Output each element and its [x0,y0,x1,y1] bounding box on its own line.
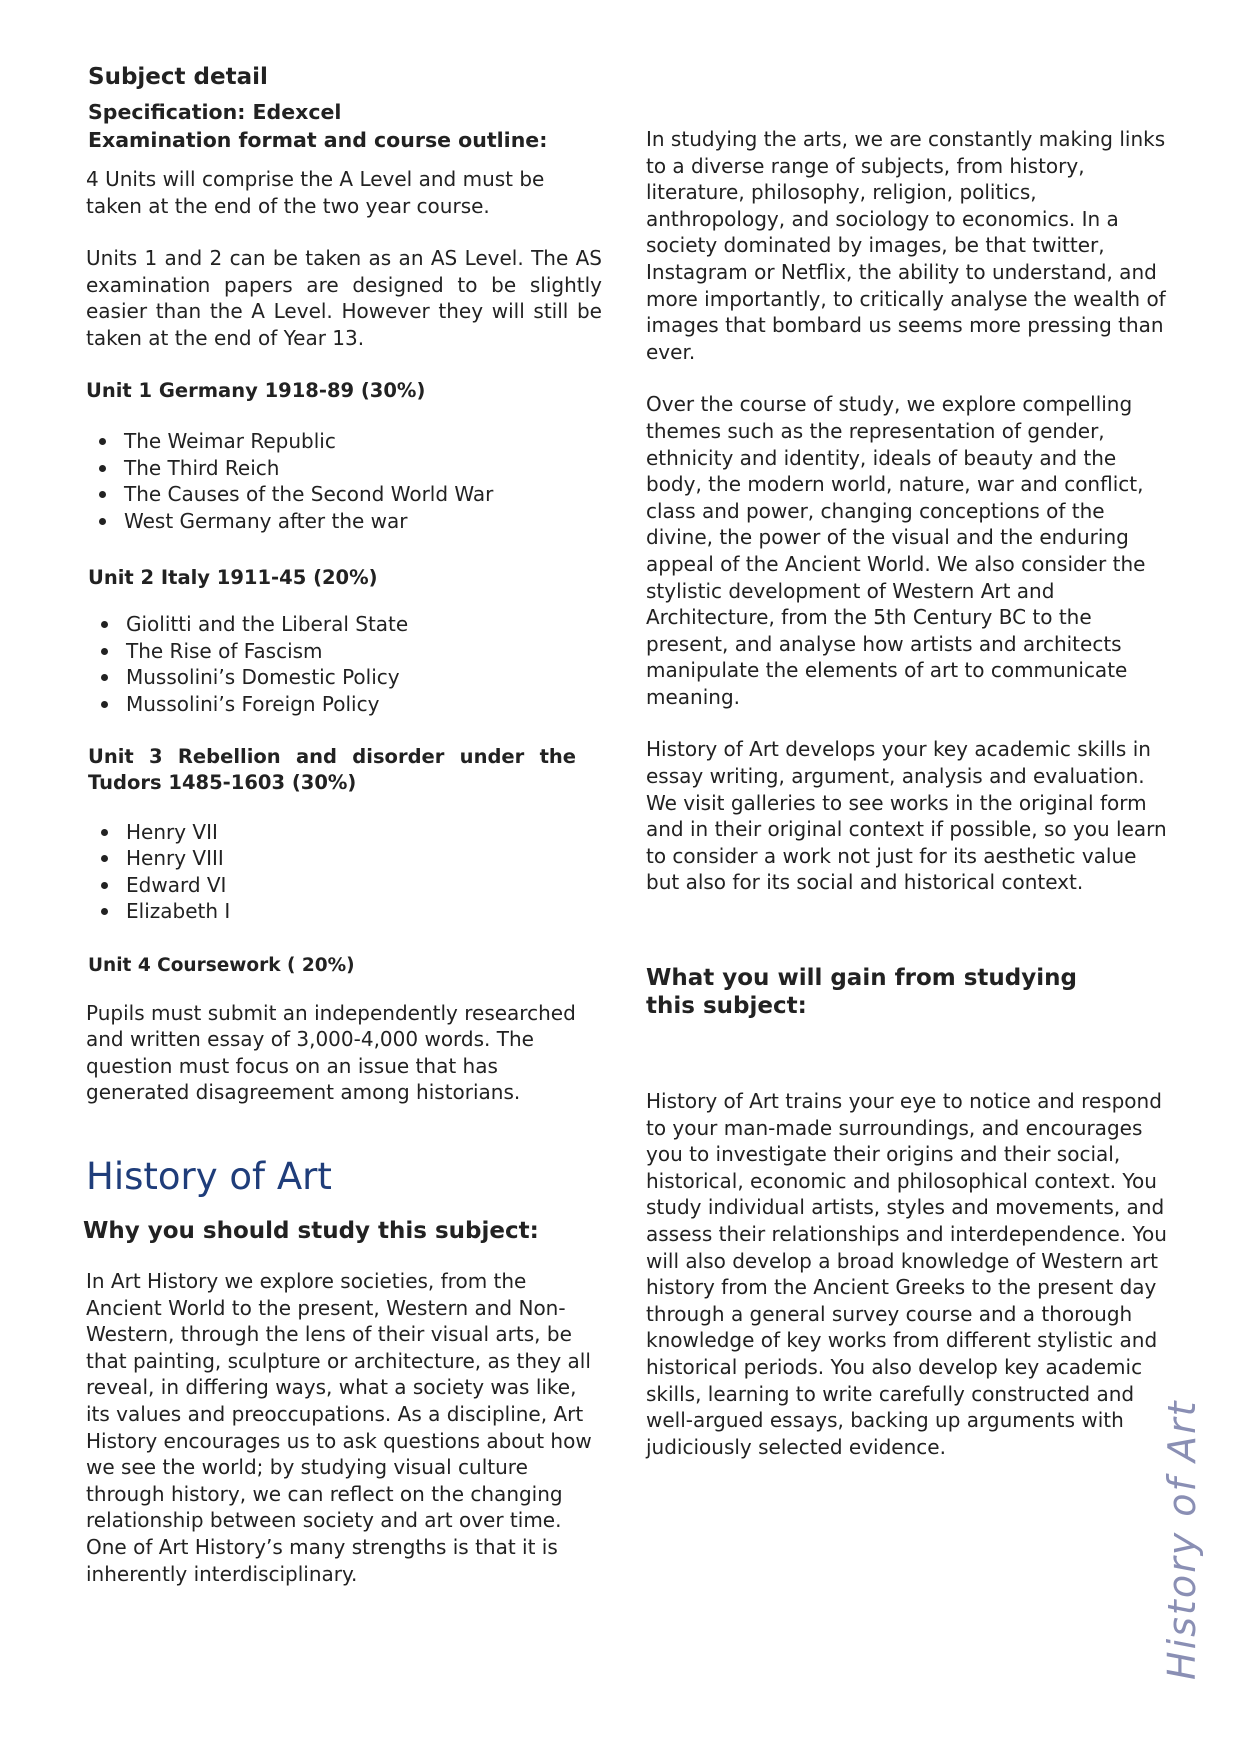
side-label-history-of-art: History of Art [1160,1399,1204,1680]
list-item: Elizabeth I [126,898,602,925]
unit-4-heading: Unit 4 Coursework ( 20%) [88,955,355,977]
list-item: Henry VIII [126,845,602,872]
art-paragraph-1: In studying the arts, we are constantly making links to a diverse range of subjects, from history, literature, philosophy, religion, politics, anthropology, and sociology to economics. In a society dominated by images, be that twitter, Instagram or Netflix, the ability to understand, and more importantly, to critically analyse the wealth of images that bombard us seems more pressing than ever. [646,127,1166,364]
unit-2-list [86,611,602,717]
list-item: The Rise of Fascism [126,638,602,665]
history-of-art-title: History of Art [86,1155,332,1199]
unit-1-heading: Unit 1 Germany 1918-89 (30%) [86,378,426,402]
list-item: The Third Reich [124,455,602,482]
right-column [646,126,1171,1460]
list-item: Edward VI [126,872,602,899]
list-item: West Germany after the war [124,508,602,535]
intro-paragraph-2: Units 1 and 2 can be taken as an AS Level. The AS examination papers are designed to be slightly easier than the A Level. However they will still be taken at the end of Year 13. [86,246,602,350]
art-paragraph-2: Over the course of study, we explore compelling themes such as the representation of gender, ethnicity and identity, ideals of beauty and the body, the modern world, nature, war and conflict, class and power, changing conceptions of the divine, the power of the visual and the enduring appeal of the Ancient World. We also consider the stylistic development of Western Art and Architecture, from the 5th Century BC to the present, and analyse how artists and architects manipulate the elements of art to communicate meaning. [646,392,1146,709]
gain-text: History of Art trains your eye to notice and respond to your man-made surroundings, and encourages you to investigate their origins and their social, historical, economic and philosophical context. You study individual artists, styles and movements, and assess their relationships and interdependence. You will also develop a broad knowledge of Western art history from the Ancient Greeks to the present day through a general survey course and a thorough knowledge of key works from different stylistic and historical periods. You also develop key academic skills, learning to write carefully constructed and well-argued essays, backing up arguments with judiciously selected evidence. [646,1089,1167,1459]
list-item: Giolitti and the Liberal State [126,611,602,638]
unit-3-heading: Unit 3 Rebellion and disorder under the Tudors 1485-1603 (30%) [88,744,576,795]
unit-2-heading: Unit 2 Italy 1911-45 (20%) [88,565,378,589]
left-column [83,62,602,1587]
list-item: Mussolini’s Foreign Policy [126,691,602,718]
list-item: The Causes of the Second World War [124,481,602,508]
list-item: Mussolini’s Domestic Policy [126,664,602,691]
unit-4-text: Pupils must submit an independently researched and written essay of 3,000-4,000 words. The question must focus on an issue that has generated disagreement among historians. [86,1000,576,1105]
specification-heading: Specification: Edexcel [88,100,342,124]
unit-1-list [86,428,602,534]
unit-3-list [86,819,602,925]
exam-format-heading: Examination format and course outline: [88,128,548,152]
intro-paragraph-1: 4 Units will comprise the A Level and must be taken at the end of the two year course. [86,167,545,218]
why-study-heading: Why you should study this subject: [83,1218,539,1245]
why-study-text: In Art History we explore societies, from the Ancient World to the present, Western and Non-Western, through the lens of their visual arts, be that painting, sculpture or architecture, as they all reveal, in differing ways, what a society was like, its values and preoccupations. As a discipline, Art History encourages us to ask questions about how we see the world; by studying visual culture through history, we can reflect on the changing relationship between society and art over time. One of Art History’s many strengths is that it is inherently interdisciplinary. [86,1269,592,1586]
list-item: Henry VII [126,819,602,846]
gain-heading: What you will gain from studying this subject: [646,965,1077,1020]
list-item: The Weimar Republic [124,428,602,455]
art-paragraph-3: History of Art develops your key academic skills in essay writing, argument, analysis and evaluation. We visit galleries to see works in the original form and in their original context if possible, so you learn to consider a work not just for its aesthetic value but also for its social and historical context. [646,737,1167,895]
subject-detail-heading: Subject detail [88,64,268,90]
